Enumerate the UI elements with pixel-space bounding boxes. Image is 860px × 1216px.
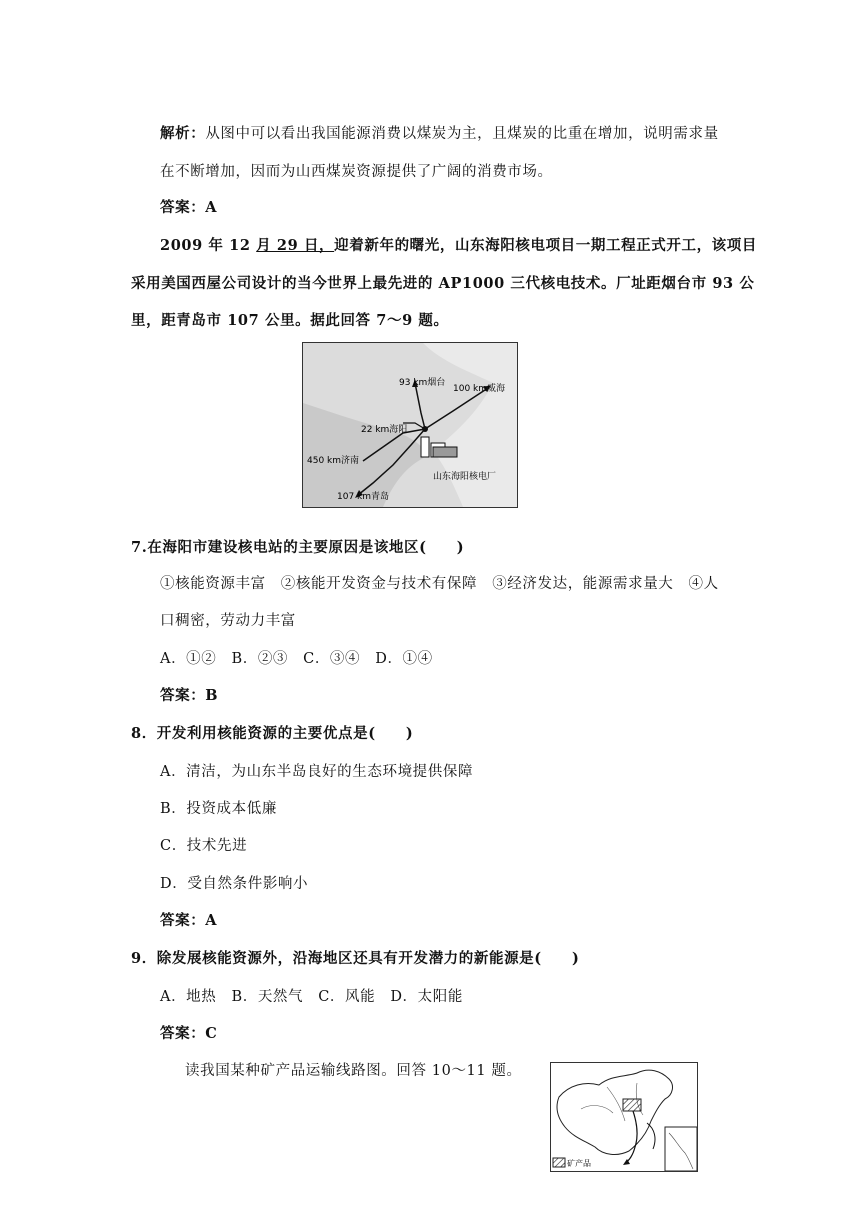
label-haiyang: 22 km海阳 (361, 425, 408, 435)
haiyang-map (302, 342, 518, 508)
q8-answer: 答案：A (160, 912, 218, 929)
analysis-line-1 (160, 122, 719, 143)
haiyang-map-svg (303, 343, 517, 507)
analysis-line-2: 在不断增加，因而为山西煤炭资源提供了广阔的消费市场。 (160, 164, 553, 180)
q9-answer: 答案：C (160, 1025, 218, 1042)
haiyang-point (422, 426, 428, 432)
q8-option-d: D．受自然条件影响小 (160, 876, 309, 892)
mineral-area (623, 1099, 641, 1111)
q8-option-b: B．投资成本低廉 (160, 801, 277, 817)
q10-intro: 读我国某种矿产品运输线路图。回答 10～11 题。 (185, 1063, 522, 1079)
q8-option-c: C．技术先进 (160, 838, 248, 854)
passage-line-3: 里，距青岛市 107 公里。据此回答 7～9 题。 (131, 312, 449, 329)
q7-choices: A．①② B．②③ C．③④ D．①④ (160, 651, 433, 667)
q8-stem: 8．开发利用核能资源的主要优点是( ) (131, 725, 414, 742)
q7-stem: 7.在海阳市建设核电站的主要原因是该地区( ) (131, 539, 465, 556)
route-yantai (415, 383, 425, 429)
label-weihai: 100 km威海 (453, 384, 506, 394)
legend-swatch (553, 1158, 565, 1167)
q7-options-line-1: ①核能资源丰富 ②核能开发资金与技术有保障 ③经济发达，能源需求量大 ④人 (160, 576, 719, 592)
answer-q6: 答案：A (160, 199, 218, 216)
china-transport-map (550, 1062, 698, 1172)
china-map-svg (551, 1063, 697, 1171)
q7-options-line-2: 口稠密，劳动力丰富 (160, 613, 296, 629)
label-yantai: 93 km烟台 (399, 378, 446, 388)
q8-option-a: A．清洁，为山东半岛良好的生态环境提供保障 (160, 764, 474, 780)
plant-building-3 (433, 447, 457, 457)
analysis-text-1: 从图中可以看出我国能源消费以煤炭为主，且煤炭的比重在增加，说明需求量 (205, 126, 719, 142)
analysis-label: 解析： (160, 125, 206, 142)
label-qingdao: 107 km青岛 (337, 492, 390, 502)
passage-text-1: 迎着新年的曙光，山东海阳核电项目一期工程正式开工，该项目 (334, 237, 757, 254)
passage-line-2: 采用美国西屋公司设计的当今世界上最先进的 AP1000 三代核电技术。厂址距烟台市 93 公 (131, 275, 755, 292)
passage-date-pre: 2009 年 12 (160, 237, 257, 254)
legend-label: 矿产品 (567, 1159, 591, 1168)
label-plant: 山东海阳核电厂 (433, 472, 497, 482)
label-jinan: 450 km济南 (307, 456, 360, 466)
q9-choices: A．地热 B．天然气 C．风能 D．太阳能 (160, 989, 463, 1005)
q7-answer: 答案：B (160, 687, 219, 704)
plant-building-1 (421, 437, 429, 457)
passage-date-underlined: 月 29 日， (256, 237, 335, 254)
q9-stem: 9．除发展核能资源外，沿海地区还具有开发潜力的新能源是( ) (131, 950, 580, 967)
passage-line-1 (160, 234, 757, 255)
sea-area (423, 343, 517, 507)
